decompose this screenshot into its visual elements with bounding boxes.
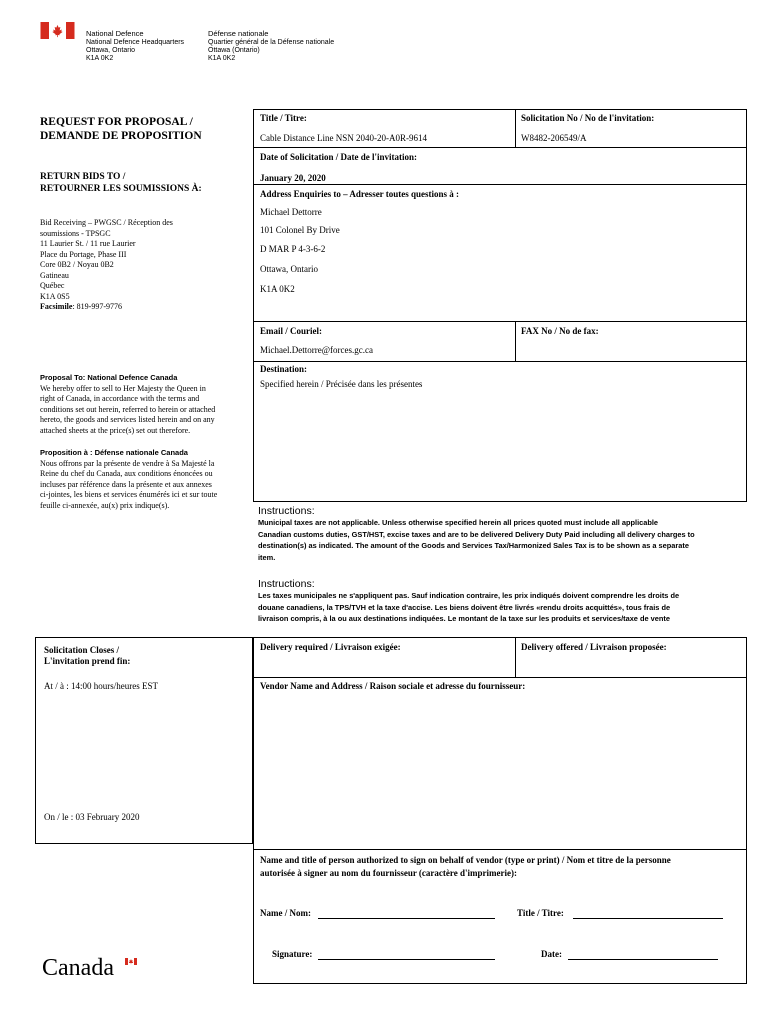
rfp-title-en: REQUEST FOR PROPOSAL / [40,116,193,128]
canada-wordmark-text: Canada [42,955,114,981]
header-en-title: National Defence [86,29,144,38]
enquiries-line: Michael Dettorre [260,207,322,217]
destination-value: Specified herein / Précisée dans les présentes [260,379,423,389]
proposal-fr-line: incluses par référence dans la présente et aux annexes [40,479,212,489]
divider [253,361,747,362]
proposal-fr-title: Proposition à : Défense nationale Canada [40,448,188,457]
return-bids-fr: RETOURNER LES SOUMISSIONS À: [40,184,202,194]
authorized-person-label-line: Name and title of person authorized to sign on behalf of vendor (type or print) / Nom et titre de la personne [260,855,671,865]
divider [515,109,516,147]
date-signature-label: Date: [541,949,562,959]
vendor-name-address-label: Vendor Name and Address / Raison sociale et adresse du fournisseur: [260,681,526,691]
facsimile-value: : 819-997-9776 [72,302,122,311]
date-of-solicitation-label: Date of Solicitation / Date de l'invitation: [260,152,417,162]
address-line: soumissions - TPSGC [40,228,111,238]
rfp-title-fr: DEMANDE DE PROPOSITION [40,130,202,142]
header-fr-title: Défense nationale [208,29,269,38]
instructions-en [258,505,695,563]
instructions-en-line: Municipal taxes are not applicable. Unless otherwise specified herein all prices quoted must include all applicable [258,518,659,527]
address-line: Bid Receiving – PWGSC / Réception des [40,218,173,227]
instructions-en-line: Canadian customs duties, GST/HST, excise taxes and are to be delivered Delivery Duty Paid including all delivery charges to [258,529,695,539]
wordmark-flag-icon [125,958,137,965]
return-bids-heading [40,171,202,195]
header-fr-line: K1A 0K2 [208,55,236,62]
instructions-fr-line: livraison compris, à la ou aux destinations indiquées. Le montant de la taxe sur les produits et services/taxe de vente [258,614,670,623]
divider [515,321,516,361]
enquiries-label: Address Enquiries to – Adresser toutes questions à : [260,189,460,199]
proposal-fr-line: feuille ci-annexée, au(x) prix indique(s). [40,500,170,510]
instructions-fr-title: Instructions: [258,578,315,590]
delivery-offered-label: Delivery offered / Livraison proposée: [521,642,667,652]
email-label: Email / Couriel: [260,326,322,336]
closes-label-fr: L'invitation prend fin: [44,656,131,666]
address-line: Québec [40,281,65,290]
fax-label: FAX No / No de fax: [521,326,599,336]
destination-label: Destination: [260,364,307,374]
delivery-required-label: Delivery required / Livraison exigée: [260,642,401,652]
return-bids-en: RETURN BIDS TO / [40,172,126,182]
date-of-solicitation-value: January 20, 2020 [260,173,326,183]
canada-wordmark [42,955,114,982]
proposal-en [40,373,240,436]
enquiries-line: D MAR P 4-3-6-2 [260,244,326,254]
instructions-en-line: item. [258,552,276,562]
instructions-en-title: Instructions: [258,505,315,517]
title-label: Title / Titre: [260,113,307,123]
instructions-fr-line: douane canadiens, la TPS/TVH et la taxe d'accise. Les biens doivent être livrés «rendu droits acquittés», tous frais de [258,602,671,612]
canada-flag-icon [40,22,75,39]
name-label: Name / Nom: [260,908,311,918]
header-fr [208,30,334,63]
enquiries-line: 101 Colonel By Drive [260,225,340,235]
proposal-fr-line: ci-jointes, les biens et services énumérés ici et sur toute [40,490,218,499]
address-line: Place du Portage, Phase III [40,249,127,259]
facsimile-label: Facsimile [40,302,73,311]
header-fr-line: Ottawa (Ontario) [208,47,260,54]
divider [253,677,747,678]
title-signature-label: Title / Titre: [517,908,564,918]
facsimile [40,302,173,313]
proposal-en-line: attached sheets at the price(s) set out therefore. [40,425,191,435]
header-en [86,30,184,63]
solicitation-info-box [253,109,747,502]
closing-time: At / à : 14:00 hours/heures EST [44,681,158,691]
divider [253,321,747,322]
header-fr-line: Quartier général de la Défense nationale [208,39,335,46]
solicitation-no-label: Solicitation No / No de l'invitation: [521,113,655,123]
enquiries-line: K1A 0K2 [260,284,295,294]
instructions-fr [258,578,679,625]
enquiries-line: Ottawa, Ontario [260,264,318,274]
divider [253,147,747,148]
signature-field[interactable] [318,959,495,960]
header-en-line: Ottawa, Ontario [86,47,136,54]
proposal-fr [40,448,240,511]
vendor-name-address-field[interactable] [254,696,746,848]
divider [253,184,747,185]
name-field[interactable] [318,918,495,919]
address-line: Gatineau [40,270,69,280]
authorized-person-label [260,854,671,880]
instructions-fr-line: Les taxes municipales ne s'appliquent pas. Sauf indication contraire, les prix indiqués doivent comprendre les droits de [258,591,680,600]
proposal-en-line: We hereby offer to sell to Her Majesty the Queen in [40,383,206,393]
delivery-offered-field[interactable] [516,656,746,676]
proposal-en-line: hereto, the goods and services listed herein and on any [40,415,215,424]
date-field[interactable] [568,959,718,960]
proposal-fr-line: Nous offrons par la présente de vendre à Sa Majesté la [40,458,215,468]
proposal-fr-line: Reine du chef du Canada, aux conditions énoncées ou [40,469,213,478]
proposal-en-line: conditions set out herein, referred to herein or attached [40,404,216,414]
proposal-en-line: right of Canada, in accordance with the terms and [40,394,200,403]
solicitation-closes-label [44,645,130,667]
instructions-en-line: destination(s) as indicated. The amount of the Goods and Services Tax/Harmonized Sales Tax is to be shown as a separate [258,541,689,550]
closing-date: On / le : 03 February 2020 [44,812,140,822]
address-line: K1A 0S5 [40,291,70,301]
title-value: Cable Distance Line NSN 2040-20-A0R-9614 [260,133,427,143]
rfp-title [40,115,202,143]
divider [253,849,747,850]
email-value[interactable]: Michael.Dettorre@forces.gc.ca [260,345,373,355]
header-en-line: National Defence Headquarters [86,39,185,46]
authorized-person-label-line: autorisée à signer au nom du fournisseur (caractère d'imprimerie): [260,868,517,878]
title-field[interactable] [573,918,723,919]
header-en-line: K1A 0K2 [86,55,114,62]
address-line: 11 Laurier St. / 11 rue Laurier [40,239,136,248]
return-address [40,218,173,313]
solicitation-no-value: W8482-206549/A [521,133,587,143]
address-line: Core 0B2 / Noyau 0B2 [40,260,114,269]
closes-label-en: Solicitation Closes / [44,645,120,655]
proposal-en-title: Proposal To: National Defence Canada [40,373,178,382]
signature-label: Signature: [272,949,313,959]
